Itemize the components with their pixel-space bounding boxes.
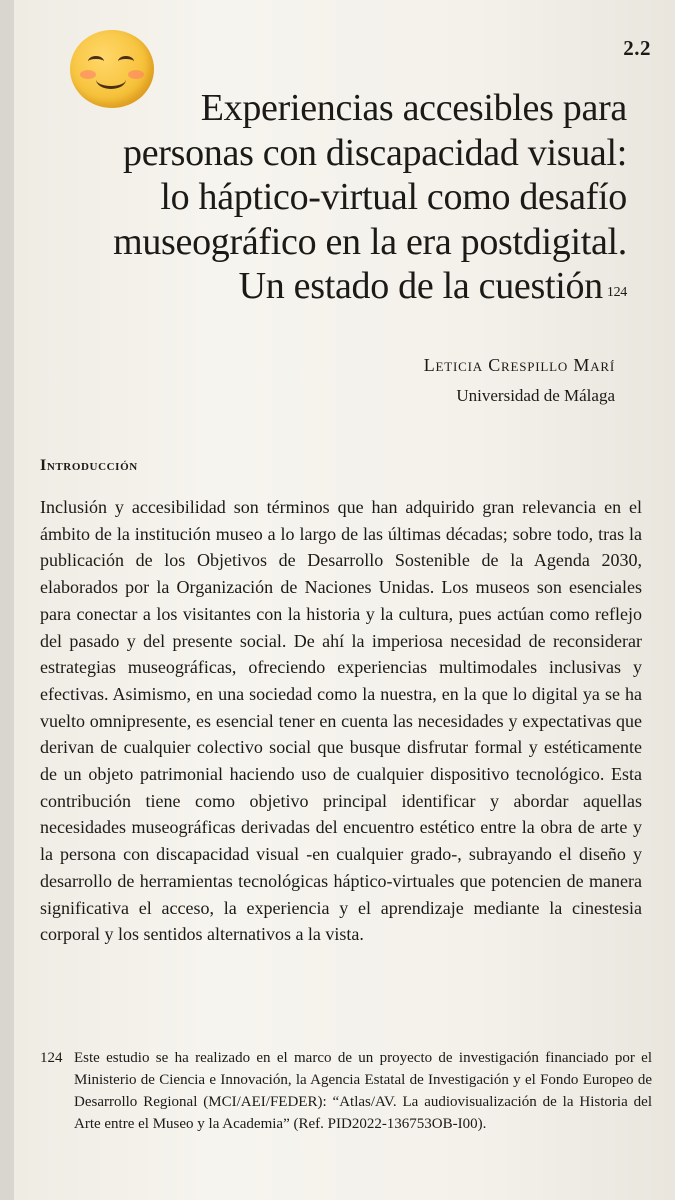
title-line: personas con discapacidad visual: (123, 131, 627, 174)
footnote (40, 1047, 652, 1135)
title-footnote-ref: 124 (606, 285, 627, 300)
title-line: lo háptico-virtual como desafío (160, 176, 627, 218)
section-heading: Introducción (40, 457, 138, 474)
author-name: Leticia Crespillo Marí (423, 355, 615, 375)
title-line: Experiencias accesibles para (200, 87, 627, 129)
section-number: 2.2 (623, 36, 651, 60)
footnote-text: Este estudio se ha realizado en el marco de un proyecto de investigación financiado por el Ministerio de Ciencia e Innovación, la Agencia Estatal de Investigación y el Fondo Europeo de Desarrollo Regional (MCI/AEI/FEDER): “Atlas/AV. La audiovisualización de la Historia del Arte entre el Museo y la Academia” (Ref. PID2022-136753OB-I00). (74, 1050, 652, 1132)
title-line: museográfico en la era postdigital. (113, 220, 627, 263)
book-page (14, 0, 675, 1200)
footnote-number: 124 (40, 1050, 63, 1066)
title-line: Un estado de la cuestión (238, 265, 603, 307)
article-title (47, 86, 627, 316)
intro-paragraph: Inclusión y accesibilidad son términos que han adquirido gran relevancia en el ámbito de la institución museo a lo largo de las últimas décadas; sobre todo, tras la publicación de los Objetivos de Desarrollo Sostenible de la Agenda 2030, elaborados por la Organización de Naciones Unidas. Los museos son esenciales para conectar a los visitantes con la historia y la cultura, pues actúan como reflejo del pasado y del presente social. De ahí la imperiosa necesidad de reconsiderar estrategias museográficas, ofreciendo experiencias multimodales inclusivas y efectivas. Asimismo, en una sociedad como la nuestra, en la que lo digital ya se ha vuelto omnipresente, es esencial tener en cuenta las necesidades y expectativas que derivan de cualquier colectivo social que busque disfrutar formal y estéticamente de un objeto patrimonial haciendo uso de cualquier dispositivo tecnológico. Esta contribución tiene como objetivo principal identificar y abordar aquellas necesidades museográficas derivadas del encuentro estético entre la obra de arte y la persona con discapacidad visual -en cualquier grado-, subrayando el diseño y desarrollo de herramientas tecnológicas háptico-virtuales que potencien de manera significativa el acceso, la experiencia y el aprendizaje mediante la cinestesia corporal y los sentidos alternativos a la vista. (40, 497, 642, 945)
author-affiliation: Universidad de Málaga (456, 386, 615, 405)
